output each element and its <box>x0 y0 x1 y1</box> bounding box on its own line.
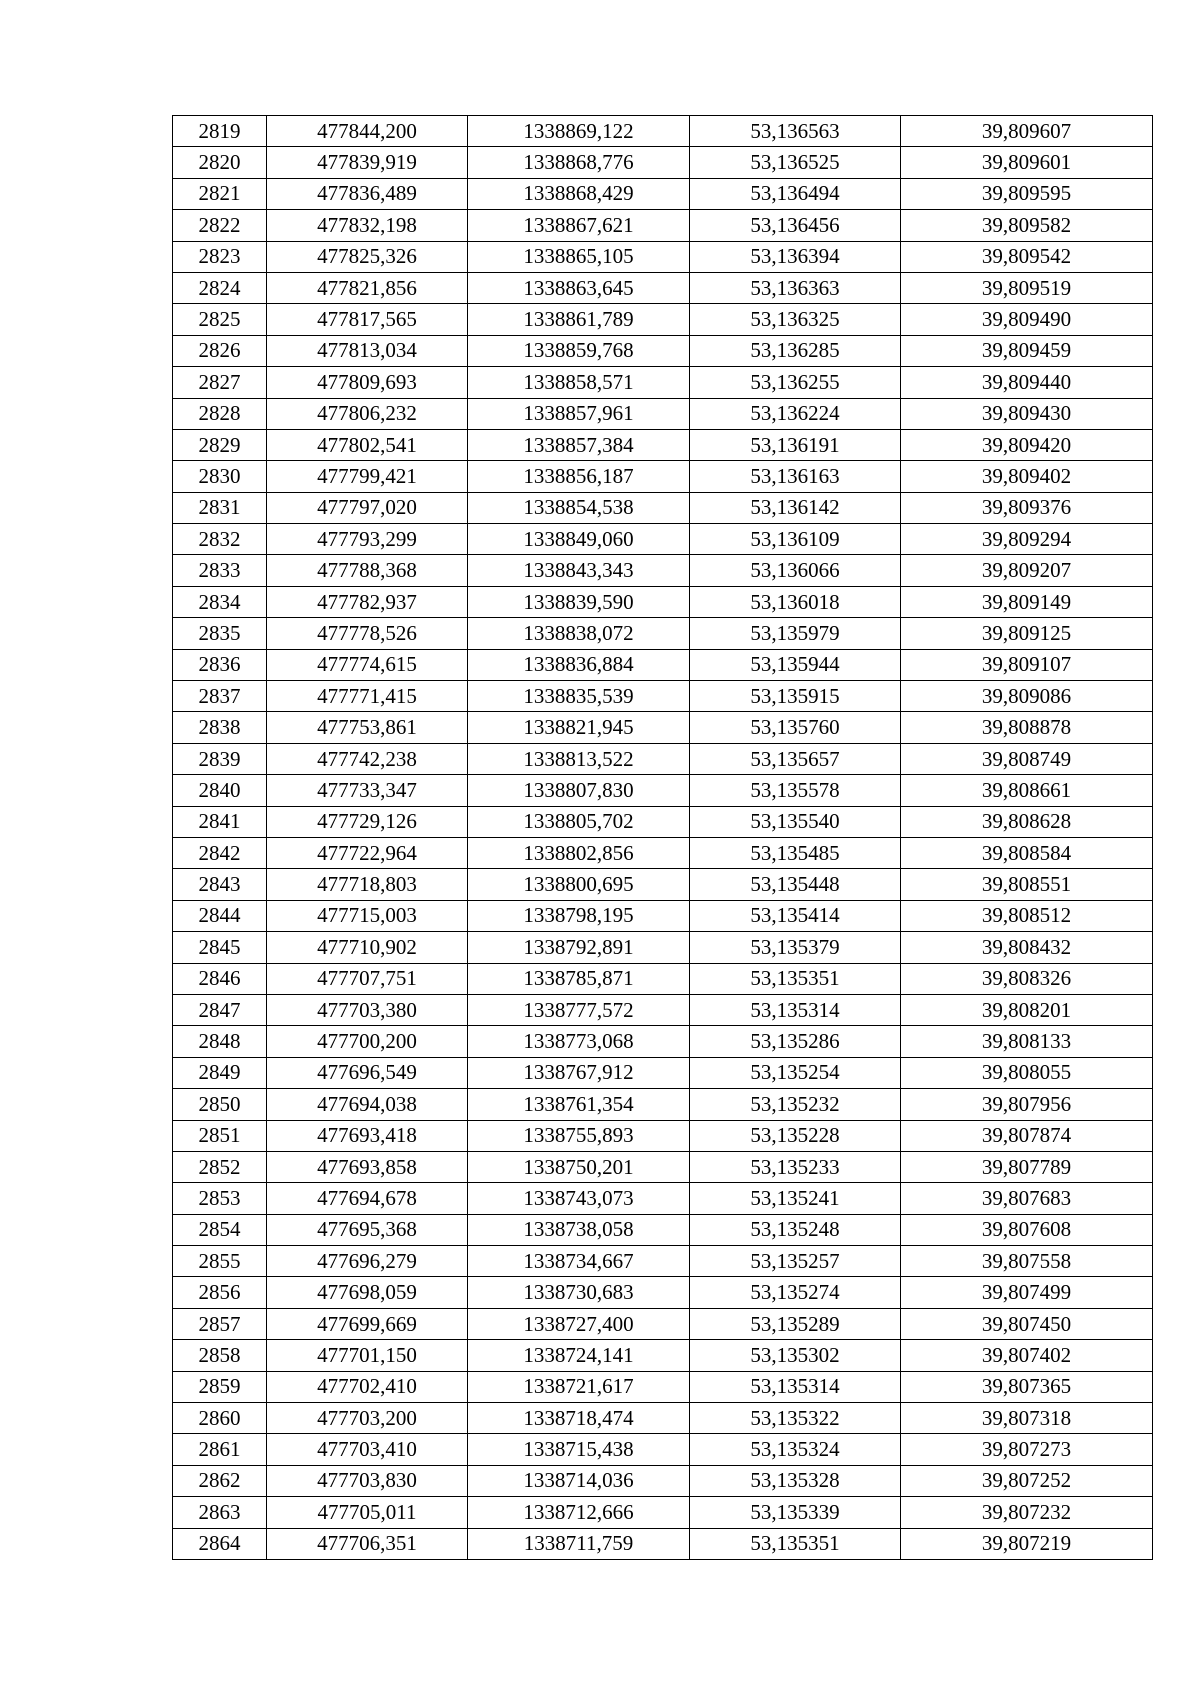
table-row <box>173 806 1153 837</box>
x-coordinate-cell: 477839,919 <box>267 147 468 178</box>
table-row <box>173 1371 1153 1402</box>
latitude-cell: 53,136255 <box>690 367 901 398</box>
point-number-cell: 2840 <box>173 775 267 806</box>
longitude-cell: 39,808201 <box>901 994 1153 1025</box>
table-row <box>173 681 1153 712</box>
latitude-cell: 53,135328 <box>690 1465 901 1496</box>
x-coordinate-cell: 477700,200 <box>267 1026 468 1057</box>
x-coordinate-cell: 477799,421 <box>267 461 468 492</box>
point-number-cell: 2831 <box>173 492 267 523</box>
latitude-cell: 53,136563 <box>690 116 901 147</box>
x-coordinate-cell: 477788,368 <box>267 555 468 586</box>
longitude-cell: 39,807318 <box>901 1403 1153 1434</box>
latitude-cell: 53,135257 <box>690 1246 901 1277</box>
table-row <box>173 1465 1153 1496</box>
point-number-cell: 2856 <box>173 1277 267 1308</box>
table-row <box>173 900 1153 931</box>
y-coordinate-cell: 1338858,571 <box>468 367 690 398</box>
y-coordinate-cell: 1338721,617 <box>468 1371 690 1402</box>
table-row <box>173 712 1153 743</box>
y-coordinate-cell: 1338792,891 <box>468 932 690 963</box>
x-coordinate-cell: 477813,034 <box>267 335 468 366</box>
table-row <box>173 492 1153 523</box>
x-coordinate-cell: 477701,150 <box>267 1340 468 1371</box>
point-number-cell: 2851 <box>173 1120 267 1151</box>
latitude-cell: 53,136394 <box>690 241 901 272</box>
longitude-cell: 39,807956 <box>901 1089 1153 1120</box>
table-row <box>173 304 1153 335</box>
longitude-cell: 39,807273 <box>901 1434 1153 1465</box>
table-row <box>173 1277 1153 1308</box>
table-row <box>173 1151 1153 1182</box>
longitude-cell: 39,809542 <box>901 241 1153 272</box>
x-coordinate-cell: 477706,351 <box>267 1528 468 1559</box>
longitude-cell: 39,808326 <box>901 963 1153 994</box>
coordinates-table-body <box>173 116 1153 1560</box>
table-row <box>173 586 1153 617</box>
latitude-cell: 53,135324 <box>690 1434 901 1465</box>
x-coordinate-cell: 477703,830 <box>267 1465 468 1496</box>
x-coordinate-cell: 477703,200 <box>267 1403 468 1434</box>
x-coordinate-cell: 477694,038 <box>267 1089 468 1120</box>
point-number-cell: 2855 <box>173 1246 267 1277</box>
point-number-cell: 2822 <box>173 210 267 241</box>
y-coordinate-cell: 1338807,830 <box>468 775 690 806</box>
table-row <box>173 116 1153 147</box>
point-number-cell: 2843 <box>173 869 267 900</box>
point-number-cell: 2830 <box>173 461 267 492</box>
point-number-cell: 2819 <box>173 116 267 147</box>
longitude-cell: 39,809440 <box>901 367 1153 398</box>
latitude-cell: 53,136018 <box>690 586 901 617</box>
longitude-cell: 39,809086 <box>901 681 1153 712</box>
point-number-cell: 2862 <box>173 1465 267 1496</box>
point-number-cell: 2848 <box>173 1026 267 1057</box>
y-coordinate-cell: 1338714,036 <box>468 1465 690 1496</box>
point-number-cell: 2836 <box>173 649 267 680</box>
point-number-cell: 2828 <box>173 398 267 429</box>
longitude-cell: 39,809294 <box>901 524 1153 555</box>
x-coordinate-cell: 477729,126 <box>267 806 468 837</box>
y-coordinate-cell: 1338724,141 <box>468 1340 690 1371</box>
point-number-cell: 2853 <box>173 1183 267 1214</box>
longitude-cell: 39,809595 <box>901 178 1153 209</box>
longitude-cell: 39,809125 <box>901 618 1153 649</box>
point-number-cell: 2839 <box>173 743 267 774</box>
y-coordinate-cell: 1338785,871 <box>468 963 690 994</box>
x-coordinate-cell: 477793,299 <box>267 524 468 555</box>
y-coordinate-cell: 1338821,945 <box>468 712 690 743</box>
latitude-cell: 53,135248 <box>690 1214 901 1245</box>
longitude-cell: 39,807683 <box>901 1183 1153 1214</box>
point-number-cell: 2825 <box>173 304 267 335</box>
x-coordinate-cell: 477817,565 <box>267 304 468 335</box>
x-coordinate-cell: 477703,410 <box>267 1434 468 1465</box>
point-number-cell: 2850 <box>173 1089 267 1120</box>
table-row <box>173 1120 1153 1151</box>
y-coordinate-cell: 1338813,522 <box>468 743 690 774</box>
y-coordinate-cell: 1338805,702 <box>468 806 690 837</box>
y-coordinate-cell: 1338743,073 <box>468 1183 690 1214</box>
longitude-cell: 39,808584 <box>901 837 1153 868</box>
table-row <box>173 743 1153 774</box>
longitude-cell: 39,809490 <box>901 304 1153 335</box>
x-coordinate-cell: 477782,937 <box>267 586 468 617</box>
x-coordinate-cell: 477702,410 <box>267 1371 468 1402</box>
table-row <box>173 963 1153 994</box>
table-row <box>173 147 1153 178</box>
longitude-cell: 39,809430 <box>901 398 1153 429</box>
table-row <box>173 1246 1153 1277</box>
latitude-cell: 53,135233 <box>690 1151 901 1182</box>
longitude-cell: 39,809107 <box>901 649 1153 680</box>
table-row <box>173 398 1153 429</box>
table-row <box>173 932 1153 963</box>
latitude-cell: 53,136456 <box>690 210 901 241</box>
x-coordinate-cell: 477718,803 <box>267 869 468 900</box>
x-coordinate-cell: 477802,541 <box>267 429 468 460</box>
y-coordinate-cell: 1338773,068 <box>468 1026 690 1057</box>
y-coordinate-cell: 1338849,060 <box>468 524 690 555</box>
latitude-cell: 53,136494 <box>690 178 901 209</box>
y-coordinate-cell: 1338755,893 <box>468 1120 690 1151</box>
table-row <box>173 1308 1153 1339</box>
x-coordinate-cell: 477836,489 <box>267 178 468 209</box>
latitude-cell: 53,136109 <box>690 524 901 555</box>
x-coordinate-cell: 477844,200 <box>267 116 468 147</box>
x-coordinate-cell: 477778,526 <box>267 618 468 649</box>
longitude-cell: 39,807558 <box>901 1246 1153 1277</box>
table-row <box>173 461 1153 492</box>
point-number-cell: 2838 <box>173 712 267 743</box>
point-number-cell: 2842 <box>173 837 267 868</box>
latitude-cell: 53,135286 <box>690 1026 901 1057</box>
x-coordinate-cell: 477710,902 <box>267 932 468 963</box>
latitude-cell: 53,135232 <box>690 1089 901 1120</box>
y-coordinate-cell: 1338715,438 <box>468 1434 690 1465</box>
point-number-cell: 2847 <box>173 994 267 1025</box>
x-coordinate-cell: 477703,380 <box>267 994 468 1025</box>
table-row <box>173 869 1153 900</box>
y-coordinate-cell: 1338761,354 <box>468 1089 690 1120</box>
y-coordinate-cell: 1338798,195 <box>468 900 690 931</box>
y-coordinate-cell: 1338838,072 <box>468 618 690 649</box>
table-row <box>173 1214 1153 1245</box>
table-row <box>173 1340 1153 1371</box>
latitude-cell: 53,136363 <box>690 272 901 303</box>
table-row <box>173 1026 1153 1057</box>
table-row <box>173 210 1153 241</box>
latitude-cell: 53,135351 <box>690 963 901 994</box>
table-row <box>173 429 1153 460</box>
point-number-cell: 2820 <box>173 147 267 178</box>
latitude-cell: 53,136285 <box>690 335 901 366</box>
x-coordinate-cell: 477821,856 <box>267 272 468 303</box>
y-coordinate-cell: 1338734,667 <box>468 1246 690 1277</box>
point-number-cell: 2860 <box>173 1403 267 1434</box>
point-number-cell: 2849 <box>173 1057 267 1088</box>
latitude-cell: 53,136066 <box>690 555 901 586</box>
longitude-cell: 39,809582 <box>901 210 1153 241</box>
table-row <box>173 649 1153 680</box>
x-coordinate-cell: 477696,279 <box>267 1246 468 1277</box>
latitude-cell: 53,135339 <box>690 1497 901 1528</box>
y-coordinate-cell: 1338718,474 <box>468 1403 690 1434</box>
longitude-cell: 39,807365 <box>901 1371 1153 1402</box>
latitude-cell: 53,135302 <box>690 1340 901 1371</box>
longitude-cell: 39,809601 <box>901 147 1153 178</box>
latitude-cell: 53,135578 <box>690 775 901 806</box>
longitude-cell: 39,808551 <box>901 869 1153 900</box>
latitude-cell: 53,135254 <box>690 1057 901 1088</box>
latitude-cell: 53,135351 <box>690 1528 901 1559</box>
longitude-cell: 39,808512 <box>901 900 1153 931</box>
x-coordinate-cell: 477695,368 <box>267 1214 468 1245</box>
table-row <box>173 335 1153 366</box>
y-coordinate-cell: 1338859,768 <box>468 335 690 366</box>
point-number-cell: 2861 <box>173 1434 267 1465</box>
longitude-cell: 39,809402 <box>901 461 1153 492</box>
longitude-cell: 39,807402 <box>901 1340 1153 1371</box>
x-coordinate-cell: 477806,232 <box>267 398 468 429</box>
x-coordinate-cell: 477753,861 <box>267 712 468 743</box>
longitude-cell: 39,807608 <box>901 1214 1153 1245</box>
x-coordinate-cell: 477797,020 <box>267 492 468 523</box>
point-number-cell: 2858 <box>173 1340 267 1371</box>
latitude-cell: 53,136224 <box>690 398 901 429</box>
point-number-cell: 2837 <box>173 681 267 712</box>
point-number-cell: 2826 <box>173 335 267 366</box>
point-number-cell: 2829 <box>173 429 267 460</box>
table-row <box>173 555 1153 586</box>
y-coordinate-cell: 1338868,776 <box>468 147 690 178</box>
longitude-cell: 39,809149 <box>901 586 1153 617</box>
point-number-cell: 2845 <box>173 932 267 963</box>
latitude-cell: 53,135274 <box>690 1277 901 1308</box>
latitude-cell: 53,135944 <box>690 649 901 680</box>
y-coordinate-cell: 1338857,384 <box>468 429 690 460</box>
table-row <box>173 837 1153 868</box>
y-coordinate-cell: 1338839,590 <box>468 586 690 617</box>
longitude-cell: 39,807219 <box>901 1528 1153 1559</box>
table-row <box>173 1089 1153 1120</box>
point-number-cell: 2827 <box>173 367 267 398</box>
y-coordinate-cell: 1338867,621 <box>468 210 690 241</box>
x-coordinate-cell: 477698,059 <box>267 1277 468 1308</box>
table-row <box>173 775 1153 806</box>
table-row <box>173 1403 1153 1434</box>
point-number-cell: 2833 <box>173 555 267 586</box>
y-coordinate-cell: 1338854,538 <box>468 492 690 523</box>
coordinates-table <box>172 115 1153 1560</box>
x-coordinate-cell: 477705,011 <box>267 1497 468 1528</box>
longitude-cell: 39,809376 <box>901 492 1153 523</box>
latitude-cell: 53,135540 <box>690 806 901 837</box>
point-number-cell: 2834 <box>173 586 267 617</box>
y-coordinate-cell: 1338777,572 <box>468 994 690 1025</box>
y-coordinate-cell: 1338727,400 <box>468 1308 690 1339</box>
x-coordinate-cell: 477707,751 <box>267 963 468 994</box>
y-coordinate-cell: 1338800,695 <box>468 869 690 900</box>
x-coordinate-cell: 477715,003 <box>267 900 468 931</box>
latitude-cell: 53,135414 <box>690 900 901 931</box>
x-coordinate-cell: 477694,678 <box>267 1183 468 1214</box>
longitude-cell: 39,809459 <box>901 335 1153 366</box>
longitude-cell: 39,808661 <box>901 775 1153 806</box>
point-number-cell: 2823 <box>173 241 267 272</box>
table-row <box>173 272 1153 303</box>
longitude-cell: 39,808749 <box>901 743 1153 774</box>
longitude-cell: 39,807232 <box>901 1497 1153 1528</box>
point-number-cell: 2835 <box>173 618 267 649</box>
longitude-cell: 39,808055 <box>901 1057 1153 1088</box>
point-number-cell: 2844 <box>173 900 267 931</box>
longitude-cell: 39,807874 <box>901 1120 1153 1151</box>
table-row <box>173 178 1153 209</box>
latitude-cell: 53,135379 <box>690 932 901 963</box>
longitude-cell: 39,807499 <box>901 1277 1153 1308</box>
y-coordinate-cell: 1338730,683 <box>468 1277 690 1308</box>
table-row <box>173 1528 1153 1559</box>
longitude-cell: 39,809519 <box>901 272 1153 303</box>
longitude-cell: 39,808133 <box>901 1026 1153 1057</box>
longitude-cell: 39,808878 <box>901 712 1153 743</box>
x-coordinate-cell: 477693,858 <box>267 1151 468 1182</box>
latitude-cell: 53,135979 <box>690 618 901 649</box>
latitude-cell: 53,135314 <box>690 994 901 1025</box>
table-row <box>173 994 1153 1025</box>
longitude-cell: 39,807450 <box>901 1308 1153 1339</box>
y-coordinate-cell: 1338738,058 <box>468 1214 690 1245</box>
latitude-cell: 53,136142 <box>690 492 901 523</box>
latitude-cell: 53,135915 <box>690 681 901 712</box>
y-coordinate-cell: 1338863,645 <box>468 272 690 303</box>
longitude-cell: 39,809420 <box>901 429 1153 460</box>
y-coordinate-cell: 1338767,912 <box>468 1057 690 1088</box>
point-number-cell: 2846 <box>173 963 267 994</box>
point-number-cell: 2821 <box>173 178 267 209</box>
x-coordinate-cell: 477733,347 <box>267 775 468 806</box>
point-number-cell: 2859 <box>173 1371 267 1402</box>
x-coordinate-cell: 477696,549 <box>267 1057 468 1088</box>
y-coordinate-cell: 1338869,122 <box>468 116 690 147</box>
latitude-cell: 53,136325 <box>690 304 901 335</box>
point-number-cell: 2854 <box>173 1214 267 1245</box>
table-row <box>173 367 1153 398</box>
table-row <box>173 524 1153 555</box>
longitude-cell: 39,809207 <box>901 555 1153 586</box>
latitude-cell: 53,135485 <box>690 837 901 868</box>
longitude-cell: 39,807789 <box>901 1151 1153 1182</box>
latitude-cell: 53,135228 <box>690 1120 901 1151</box>
table-row <box>173 1183 1153 1214</box>
latitude-cell: 53,135657 <box>690 743 901 774</box>
x-coordinate-cell: 477774,615 <box>267 649 468 680</box>
point-number-cell: 2857 <box>173 1308 267 1339</box>
y-coordinate-cell: 1338868,429 <box>468 178 690 209</box>
y-coordinate-cell: 1338843,343 <box>468 555 690 586</box>
y-coordinate-cell: 1338836,884 <box>468 649 690 680</box>
x-coordinate-cell: 477809,693 <box>267 367 468 398</box>
latitude-cell: 53,135314 <box>690 1371 901 1402</box>
point-number-cell: 2852 <box>173 1151 267 1182</box>
x-coordinate-cell: 477742,238 <box>267 743 468 774</box>
table-row <box>173 618 1153 649</box>
table-row <box>173 1497 1153 1528</box>
y-coordinate-cell: 1338711,759 <box>468 1528 690 1559</box>
latitude-cell: 53,135760 <box>690 712 901 743</box>
latitude-cell: 53,135448 <box>690 869 901 900</box>
latitude-cell: 53,136525 <box>690 147 901 178</box>
longitude-cell: 39,808628 <box>901 806 1153 837</box>
x-coordinate-cell: 477693,418 <box>267 1120 468 1151</box>
latitude-cell: 53,136191 <box>690 429 901 460</box>
point-number-cell: 2863 <box>173 1497 267 1528</box>
table-row <box>173 1057 1153 1088</box>
y-coordinate-cell: 1338865,105 <box>468 241 690 272</box>
y-coordinate-cell: 1338712,666 <box>468 1497 690 1528</box>
latitude-cell: 53,135241 <box>690 1183 901 1214</box>
y-coordinate-cell: 1338857,961 <box>468 398 690 429</box>
point-number-cell: 2864 <box>173 1528 267 1559</box>
table-row <box>173 241 1153 272</box>
y-coordinate-cell: 1338856,187 <box>468 461 690 492</box>
point-number-cell: 2824 <box>173 272 267 303</box>
y-coordinate-cell: 1338835,539 <box>468 681 690 712</box>
x-coordinate-cell: 477771,415 <box>267 681 468 712</box>
point-number-cell: 2841 <box>173 806 267 837</box>
point-number-cell: 2832 <box>173 524 267 555</box>
longitude-cell: 39,807252 <box>901 1465 1153 1496</box>
y-coordinate-cell: 1338802,856 <box>468 837 690 868</box>
table-row <box>173 1434 1153 1465</box>
y-coordinate-cell: 1338861,789 <box>468 304 690 335</box>
longitude-cell: 39,809607 <box>901 116 1153 147</box>
x-coordinate-cell: 477722,964 <box>267 837 468 868</box>
latitude-cell: 53,135289 <box>690 1308 901 1339</box>
latitude-cell: 53,136163 <box>690 461 901 492</box>
x-coordinate-cell: 477832,198 <box>267 210 468 241</box>
x-coordinate-cell: 477699,669 <box>267 1308 468 1339</box>
longitude-cell: 39,808432 <box>901 932 1153 963</box>
y-coordinate-cell: 1338750,201 <box>468 1151 690 1182</box>
x-coordinate-cell: 477825,326 <box>267 241 468 272</box>
latitude-cell: 53,135322 <box>690 1403 901 1434</box>
